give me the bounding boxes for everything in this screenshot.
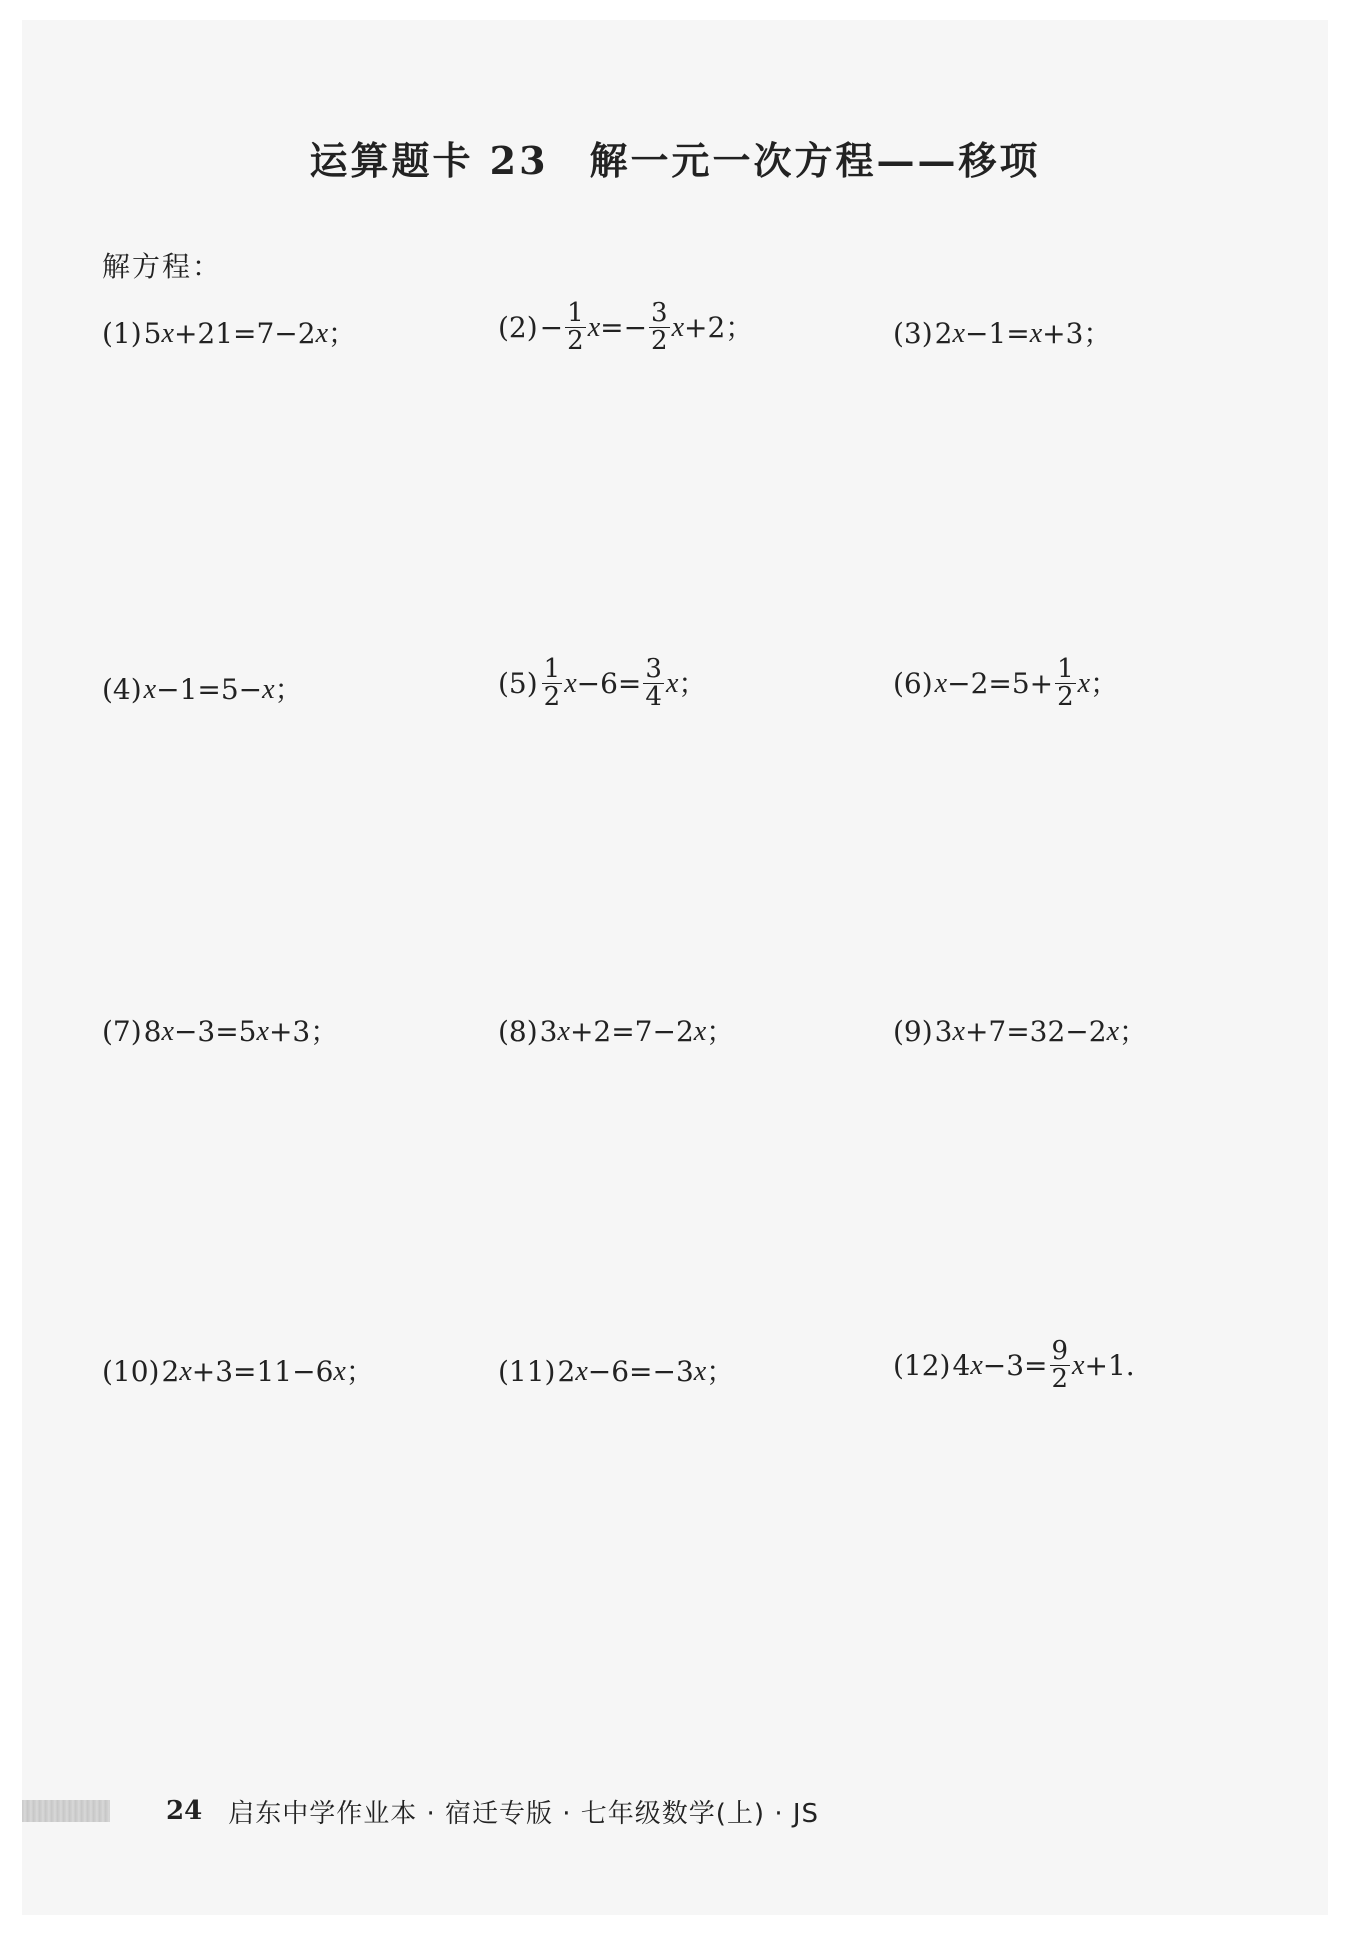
problem-5: (5) $\frac{1}{2}$ x −6= $\frac{3}{4}$ x ； [498, 654, 707, 713]
problem-1: (1) 5 x +21=7−2 x ； [102, 317, 357, 350]
problem-9: (9) 3 x +7=32−2 x ； [893, 1015, 1148, 1048]
fraction: $\frac{3}{2}$ [651, 298, 668, 357]
problem-7: (7) 8 x −3=5 x +3； [102, 1015, 339, 1048]
fraction: $\frac{1}{2}$ [543, 654, 561, 713]
fraction: $\frac{1}{2}$ [1057, 654, 1074, 713]
problem-8: (8) 3 x +2=7−2 x ； [498, 1015, 735, 1048]
problem-2: (2) − $\frac{1}{2}$ x =− $\frac{3}{2}$ x +2； [498, 298, 754, 357]
book-title: 启东中学作业本 · 宿迁专版 · 七年级数学(上) · JS [228, 1798, 820, 1829]
problem-12: (12) 4 x −3= $\frac{9}{2}$ x +1. [893, 1336, 1135, 1395]
footer-bar-decoration [22, 1800, 110, 1822]
page-number: 24 [166, 1796, 203, 1826]
fraction: $\frac{9}{2}$ [1051, 1336, 1069, 1395]
page-footer [22, 1794, 819, 1828]
problem-11: (11) 2 x −6=−3 x ； [498, 1355, 735, 1388]
page-title: 运算题卡 23 解一元一次方程——移项 [309, 138, 1041, 183]
instruction: 解方程： [102, 250, 223, 283]
fraction: $\frac{1}{2}$ [567, 298, 584, 357]
problem-3: (3) 2 x −1= x +3； [893, 317, 1112, 350]
problem-4: (4) x −1=5− x ； [102, 673, 303, 706]
fraction: $\frac{3}{4}$ [645, 654, 662, 713]
problem-10: (10) 2 x +3=11−6 x ； [102, 1355, 374, 1388]
problem-6: (6) x −2=5+ $\frac{1}{2}$ x ； [893, 654, 1119, 713]
